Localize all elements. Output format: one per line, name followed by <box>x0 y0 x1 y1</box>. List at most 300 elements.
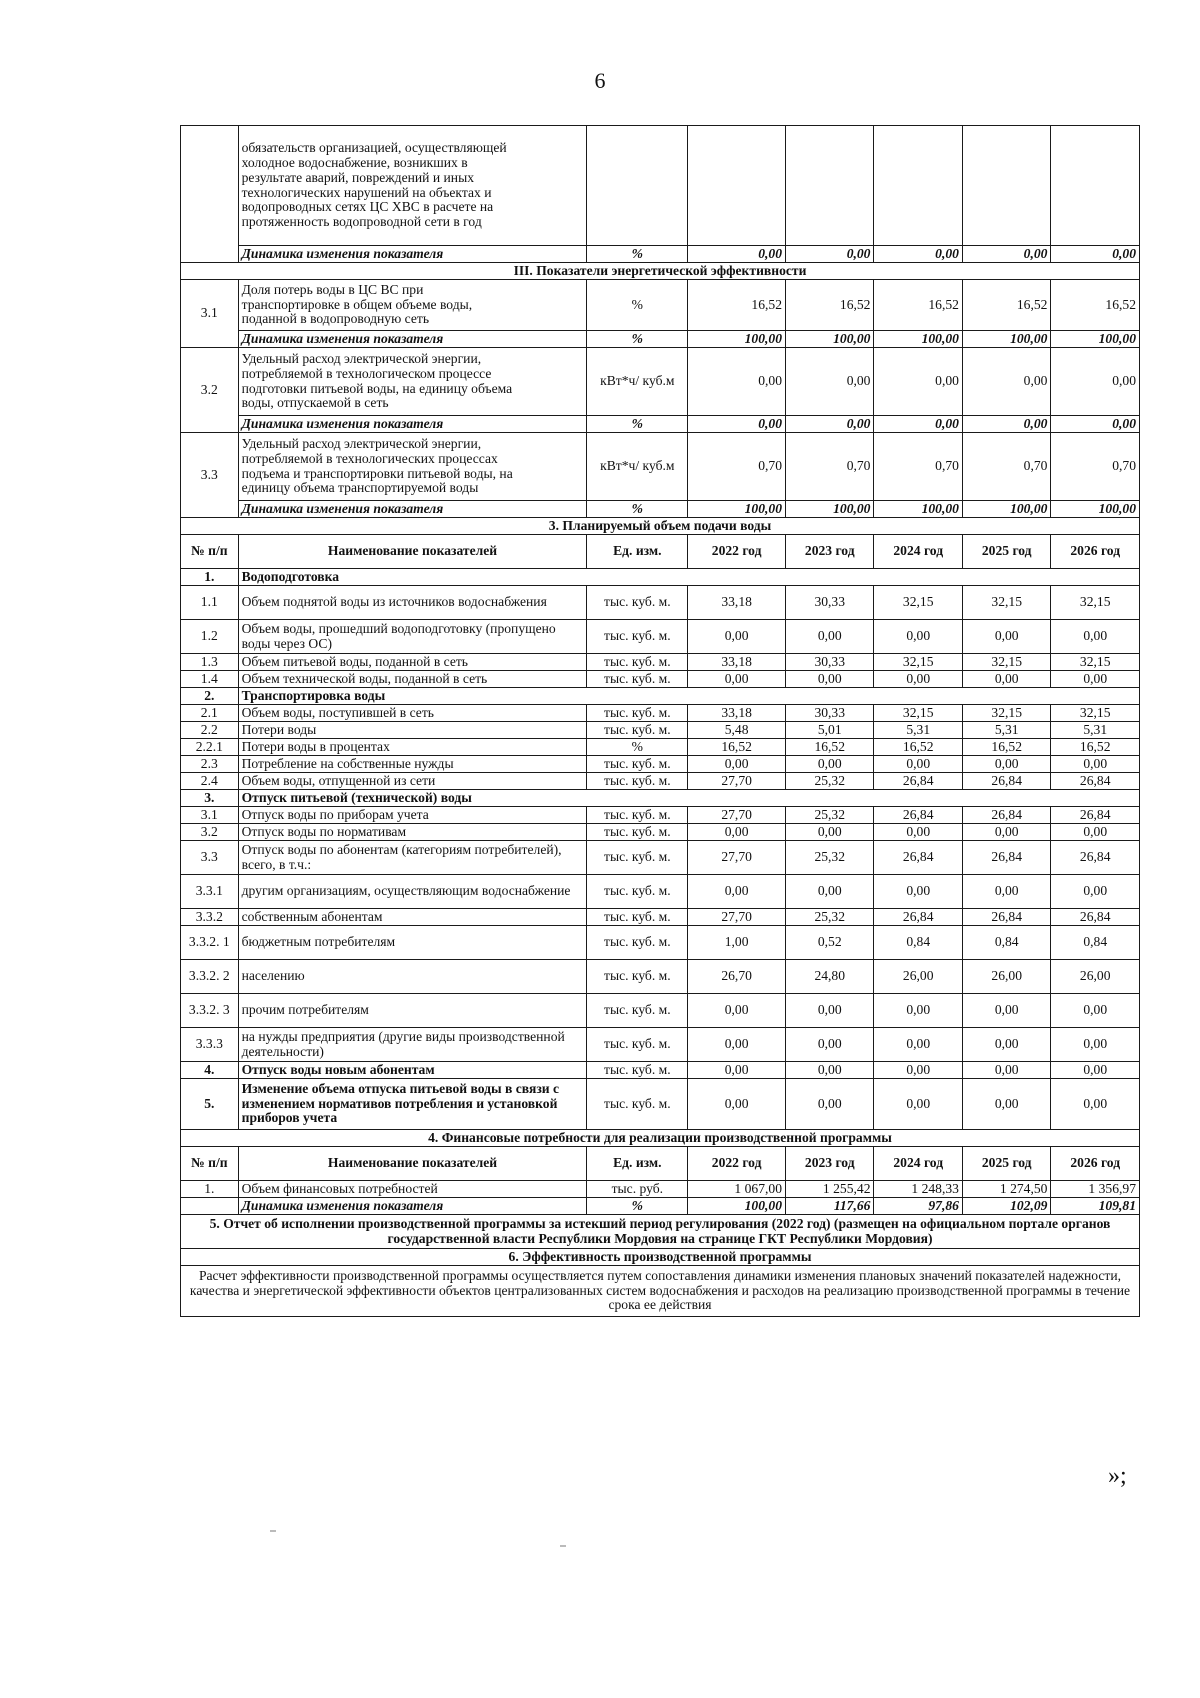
value-cell: 100,00 <box>874 501 962 518</box>
value-cell: 1 274,50 <box>962 1181 1050 1198</box>
value-cell: 0,00 <box>962 620 1050 654</box>
table-body <box>181 126 1140 1317</box>
empty-cell <box>1051 126 1140 246</box>
unit-cell: % <box>587 246 688 263</box>
value-cell: 0,00 <box>786 1079 874 1130</box>
number-cell: 2.4 <box>181 773 239 790</box>
value-cell: 0,00 <box>962 416 1050 433</box>
group-title: Транспортировка воды <box>238 688 1139 705</box>
value-cell: 0,00 <box>786 246 874 263</box>
empty-cell <box>874 126 962 246</box>
unit-cell: тыс. куб. м. <box>587 960 688 994</box>
indicator-name <box>238 433 587 501</box>
unit-cell: тыс. куб. м. <box>587 1079 688 1130</box>
value-cell: 26,70 <box>688 960 786 994</box>
value-cell: 0,00 <box>786 756 874 773</box>
indicator-name <box>238 348 587 416</box>
dynamics-row <box>181 331 1140 348</box>
value-cell: 0,00 <box>962 348 1050 416</box>
number-cell: 3.3.1 <box>181 875 239 909</box>
text-line: технологических нарушений на объектах и <box>241 184 492 200</box>
header-year: 2026 год <box>1051 535 1140 569</box>
value-cell: 25,32 <box>786 773 874 790</box>
header-name: Наименование показателей <box>238 535 587 569</box>
indicator-name: Отпуск воды по нормативам <box>238 824 587 841</box>
data-row <box>181 807 1140 824</box>
unit-cell: тыс. куб. м. <box>587 756 688 773</box>
number-cell: 2. <box>181 688 239 705</box>
header-row <box>181 1147 1140 1181</box>
value-cell: 97,86 <box>874 1198 962 1215</box>
unit-cell: % <box>587 416 688 433</box>
value-cell: 0,00 <box>962 756 1050 773</box>
indicator-name: Потери воды в процентах <box>238 739 587 756</box>
data-row <box>181 926 1140 960</box>
value-cell: 16,52 <box>874 739 962 756</box>
value-cell: 0,00 <box>874 620 962 654</box>
data-row <box>181 586 1140 620</box>
text-line: потребляемой в технологическом процессе <box>241 365 492 381</box>
value-cell: 26,00 <box>1051 960 1140 994</box>
number-cell: 1.3 <box>181 654 239 671</box>
unit-cell: тыс. куб. м. <box>587 671 688 688</box>
data-row <box>181 824 1140 841</box>
header-unit: Ед. изм. <box>587 1147 688 1181</box>
number-cell: 3.3 <box>181 841 239 875</box>
number-cell: 5. <box>181 1079 239 1130</box>
unit-cell: тыс. куб. м. <box>587 654 688 671</box>
indicator-name: Объем воды, отпущенной из сети <box>238 773 587 790</box>
value-cell: 5,31 <box>962 722 1050 739</box>
dynamics-row <box>181 246 1140 263</box>
value-cell: 0,00 <box>786 348 874 416</box>
value-cell: 16,52 <box>962 739 1050 756</box>
number-cell: 1.1 <box>181 586 239 620</box>
value-cell: 0,00 <box>786 416 874 433</box>
number-cell: 3.3.2 <box>181 909 239 926</box>
data-row <box>181 1079 1140 1130</box>
value-cell: 25,32 <box>786 909 874 926</box>
value-cell: 0,00 <box>786 1028 874 1062</box>
value-cell: 16,52 <box>962 280 1050 331</box>
number-cell: 3.3 <box>181 433 239 518</box>
value-cell: 30,33 <box>786 586 874 620</box>
value-cell: 100,00 <box>688 331 786 348</box>
value-cell: 109,81 <box>1051 1198 1140 1215</box>
value-cell: 26,84 <box>1051 773 1140 790</box>
indicator-name: другим организациям, осуществляющим водоснабжение <box>238 875 587 909</box>
value-cell: 0,00 <box>786 994 874 1028</box>
number-cell: 3. <box>181 790 239 807</box>
closing-quote-mark: »; <box>1108 1463 1127 1489</box>
value-cell: 100,00 <box>1051 331 1140 348</box>
indicator-row <box>181 433 1140 501</box>
section-title-row <box>181 263 1140 280</box>
value-cell: 117,66 <box>786 1198 874 1215</box>
report-title: 5. Отчет об исполнении производственной программы за истекший период регулирования (2022 год) (размещен на официальном портале органов государственной власти Республики Мордовия на странице ГКТ Республики Мордовия) <box>181 1215 1140 1249</box>
header-year: 2025 год <box>962 535 1050 569</box>
value-cell: 0,00 <box>1051 246 1140 263</box>
value-cell: 16,52 <box>874 280 962 331</box>
value-cell: 0,00 <box>1051 994 1140 1028</box>
indicator-name: Отпуск воды по абонентам (категориям потребителей), всего, в т.ч.: <box>238 841 587 875</box>
value-cell: 1 255,42 <box>786 1181 874 1198</box>
value-cell: 33,18 <box>688 654 786 671</box>
header-year: 2026 год <box>1051 1147 1140 1181</box>
header-year: 2022 год <box>688 535 786 569</box>
value-cell: 0,00 <box>962 824 1050 841</box>
efficiency-title: 6. Эффективность производственной программы <box>181 1249 1140 1266</box>
unit-cell: тыс. куб. м. <box>587 926 688 960</box>
data-row <box>181 909 1140 926</box>
unit-cell: тыс. руб. <box>587 1181 688 1198</box>
value-cell: 16,52 <box>688 280 786 331</box>
page-number: 6 <box>594 68 606 93</box>
value-cell: 102,09 <box>962 1198 1050 1215</box>
scan-speck <box>560 1545 566 1547</box>
text-line: холодное водоснабжение, возникших в <box>241 154 468 170</box>
text-line: воды, отпускаемой в сеть <box>241 395 389 411</box>
value-cell: 16,52 <box>688 739 786 756</box>
data-row <box>181 620 1140 654</box>
value-cell: 16,52 <box>786 280 874 331</box>
number-cell: 3.1 <box>181 280 239 348</box>
unit-cell: % <box>587 501 688 518</box>
program-table <box>180 125 1140 1317</box>
value-cell: 0,00 <box>786 875 874 909</box>
data-row <box>181 1028 1140 1062</box>
value-cell: 0,00 <box>1051 875 1140 909</box>
group-row <box>181 790 1140 807</box>
indicator-name <box>238 280 587 331</box>
value-cell: 0,00 <box>874 671 962 688</box>
value-cell: 100,00 <box>688 1198 786 1215</box>
text-line: поданной в водопроводную сеть <box>241 311 430 327</box>
value-cell: 26,00 <box>874 960 962 994</box>
indicator-name: Объем воды, прошедший водоподготовку (пропущено воды через ОС) <box>238 620 587 654</box>
header-year: 2025 год <box>962 1147 1050 1181</box>
number-cell: 2.2.1 <box>181 739 239 756</box>
unit-cell: тыс. куб. м. <box>587 807 688 824</box>
value-cell: 0,00 <box>962 875 1050 909</box>
dynamics-row <box>181 1198 1140 1215</box>
value-cell: 0,00 <box>874 348 962 416</box>
unit-cell: тыс. куб. м. <box>587 841 688 875</box>
value-cell: 32,15 <box>1051 654 1140 671</box>
value-cell: 27,70 <box>688 909 786 926</box>
section-title-row <box>181 518 1140 535</box>
text-row <box>181 1266 1140 1317</box>
unit-cell: тыс. куб. м. <box>587 994 688 1028</box>
header-name: Наименование показателей <box>238 1147 587 1181</box>
value-cell: 0,00 <box>688 1028 786 1062</box>
unit-cell: кВт*ч/ куб.м <box>587 433 688 501</box>
value-cell: 0,00 <box>1051 671 1140 688</box>
number-cell <box>181 126 239 263</box>
group-row <box>181 688 1140 705</box>
value-cell: 0,00 <box>786 671 874 688</box>
value-cell: 0,00 <box>688 348 786 416</box>
value-cell: 0,00 <box>1051 416 1140 433</box>
text-line: Доля потерь воды в ЦС ВС при <box>241 281 424 297</box>
value-cell: 0,00 <box>962 246 1050 263</box>
value-cell: 0,00 <box>688 620 786 654</box>
dynamics-row <box>181 416 1140 433</box>
value-cell: 0,00 <box>962 1079 1050 1130</box>
number-cell: 3.3.2. 1 <box>181 926 239 960</box>
value-cell: 0,00 <box>1051 1079 1140 1130</box>
value-cell: 32,15 <box>1051 586 1140 620</box>
dynamics-row <box>181 501 1140 518</box>
value-cell: 0,00 <box>688 246 786 263</box>
value-cell: 25,32 <box>786 807 874 824</box>
text-line: Удельный расход электрической энергии, <box>241 350 482 366</box>
value-cell: 0,84 <box>874 926 962 960</box>
indicator-name: на нужды предприятия (другие виды производственной деятельности) <box>238 1028 587 1062</box>
value-cell: 1 356,97 <box>1051 1181 1140 1198</box>
text-line: транспортировке в общем объеме воды, <box>241 296 473 312</box>
unit-cell: тыс. куб. м. <box>587 620 688 654</box>
number-cell: 1.2 <box>181 620 239 654</box>
value-cell: 0,52 <box>786 926 874 960</box>
indicator-name: Потери воды <box>238 722 587 739</box>
unit-cell: % <box>587 280 688 331</box>
unit-cell: % <box>587 739 688 756</box>
number-cell <box>181 1198 239 1215</box>
value-cell: 26,84 <box>874 909 962 926</box>
number-cell: 3.3.2. 3 <box>181 994 239 1028</box>
text-line: результате аварий, повреждений и иных <box>241 169 475 185</box>
value-cell: 0,70 <box>874 433 962 501</box>
value-cell: 0,00 <box>962 994 1050 1028</box>
number-cell: 1. <box>181 569 239 586</box>
value-cell: 0,70 <box>688 433 786 501</box>
value-cell: 0,00 <box>688 671 786 688</box>
value-cell: 0,00 <box>688 824 786 841</box>
value-cell: 100,00 <box>688 501 786 518</box>
value-cell: 0,00 <box>1051 620 1140 654</box>
value-cell: 0,00 <box>874 824 962 841</box>
value-cell: 0,00 <box>874 756 962 773</box>
value-cell: 32,15 <box>874 654 962 671</box>
section-title-row <box>181 1130 1140 1147</box>
value-cell: 26,84 <box>962 909 1050 926</box>
indicator-name: Потребление на собственные нужды <box>238 756 587 773</box>
number-cell: 2.2 <box>181 722 239 739</box>
text-line: Удельный расход электрической энергии, <box>241 435 482 451</box>
value-cell: 32,15 <box>874 705 962 722</box>
value-cell: 0,00 <box>688 875 786 909</box>
dynamics-label: Динамика изменения показателя <box>238 501 587 518</box>
data-row <box>181 756 1140 773</box>
data-row <box>181 671 1140 688</box>
empty-cell <box>962 126 1050 246</box>
value-cell: 0,00 <box>688 416 786 433</box>
value-cell: 0,00 <box>1051 756 1140 773</box>
number-cell: 3.1 <box>181 807 239 824</box>
unit-cell: % <box>587 1198 688 1215</box>
dynamics-label: Динамика изменения показателя <box>238 416 587 433</box>
unit-cell: тыс. куб. м. <box>587 773 688 790</box>
value-cell: 0,00 <box>874 416 962 433</box>
value-cell: 26,84 <box>874 841 962 875</box>
text-line: подготовки питьевой воды, на единицу объема <box>241 380 513 396</box>
data-row <box>181 705 1140 722</box>
value-cell: 0,00 <box>874 1062 962 1079</box>
group-row <box>181 569 1140 586</box>
header-year: 2023 год <box>786 535 874 569</box>
header-row <box>181 535 1140 569</box>
data-row <box>181 739 1140 756</box>
header-unit: Ед. изм. <box>587 535 688 569</box>
value-cell: 0,00 <box>1051 1028 1140 1062</box>
header-number: № п/п <box>181 1147 239 1181</box>
group-title: Отпуск питьевой (технической) воды <box>238 790 1139 807</box>
value-cell: 26,84 <box>874 807 962 824</box>
value-cell: 26,84 <box>874 773 962 790</box>
data-row <box>181 773 1140 790</box>
data-row <box>181 960 1140 994</box>
number-cell: 3.3.3 <box>181 1028 239 1062</box>
number-cell: 1.4 <box>181 671 239 688</box>
indicator-row <box>181 348 1140 416</box>
indicator-name: Изменение объема отпуска питьевой воды в связи с изменением нормативов потребления и установкой приборов учета <box>238 1079 587 1130</box>
value-cell: 26,84 <box>962 807 1050 824</box>
header-year: 2023 год <box>786 1147 874 1181</box>
value-cell: 0,00 <box>874 246 962 263</box>
value-cell: 24,80 <box>786 960 874 994</box>
indicator-name: Объем технической воды, поданной в сеть <box>238 671 587 688</box>
header-year: 2022 год <box>688 1147 786 1181</box>
value-cell: 1 067,00 <box>688 1181 786 1198</box>
value-cell: 27,70 <box>688 773 786 790</box>
value-cell: 0,00 <box>786 1062 874 1079</box>
dynamics-label: Динамика изменения показателя <box>238 246 587 263</box>
value-cell: 0,00 <box>962 671 1050 688</box>
value-cell: 25,32 <box>786 841 874 875</box>
efficiency-text: Расчет эффективности производственной программы осуществляется путем сопоставления динамики изменения плановых значений показателей надежности, качества и энергетической эффективности объектов централизованных систем водоснабжения и расходов на реализацию производственной программы в течение срока ее действия <box>181 1266 1140 1317</box>
value-cell: 26,84 <box>962 773 1050 790</box>
value-cell: 100,00 <box>786 331 874 348</box>
number-cell: 2.1 <box>181 705 239 722</box>
unit-cell: тыс. куб. м. <box>587 909 688 926</box>
data-row <box>181 841 1140 875</box>
value-cell: 32,15 <box>962 654 1050 671</box>
indicator-name: собственным абонентам <box>238 909 587 926</box>
empty-cell <box>786 126 874 246</box>
value-cell: 100,00 <box>874 331 962 348</box>
dynamics-label: Динамика изменения показателя <box>238 1198 587 1215</box>
indicator-name: прочим потребителям <box>238 994 587 1028</box>
continued-indicator-row <box>181 126 1140 246</box>
indicator-name <box>238 126 587 246</box>
value-cell: 0,00 <box>1051 824 1140 841</box>
unit-cell: тыс. куб. м. <box>587 1028 688 1062</box>
value-cell: 5,31 <box>1051 722 1140 739</box>
data-row <box>181 1062 1140 1079</box>
data-row <box>181 875 1140 909</box>
section-title-row <box>181 1215 1140 1249</box>
value-cell: 0,00 <box>874 875 962 909</box>
number-cell: 2.3 <box>181 756 239 773</box>
value-cell: 0,00 <box>874 994 962 1028</box>
unit-cell: тыс. куб. м. <box>587 705 688 722</box>
value-cell: 16,52 <box>786 739 874 756</box>
value-cell: 0,70 <box>1051 433 1140 501</box>
indicator-name: Объем питьевой воды, поданной в сеть <box>238 654 587 671</box>
value-cell: 0,00 <box>688 756 786 773</box>
value-cell: 26,84 <box>1051 807 1140 824</box>
value-cell: 1 248,33 <box>874 1181 962 1198</box>
unit-cell: кВт*ч/ куб.м <box>587 348 688 416</box>
dynamics-label: Динамика изменения показателя <box>238 331 587 348</box>
value-cell: 0,70 <box>786 433 874 501</box>
value-cell: 0,84 <box>1051 926 1140 960</box>
value-cell: 0,00 <box>688 1079 786 1130</box>
value-cell: 5,31 <box>874 722 962 739</box>
section-title: 4. Финансовые потребности для реализации производственной программы <box>181 1130 1140 1147</box>
value-cell: 32,15 <box>962 705 1050 722</box>
data-row <box>181 654 1140 671</box>
empty-cell <box>688 126 786 246</box>
indicator-name: бюджетным потребителям <box>238 926 587 960</box>
value-cell: 26,00 <box>962 960 1050 994</box>
value-cell: 33,18 <box>688 705 786 722</box>
value-cell: 16,52 <box>1051 280 1140 331</box>
value-cell: 27,70 <box>688 807 786 824</box>
number-cell: 3.2 <box>181 348 239 433</box>
value-cell: 0,00 <box>874 1028 962 1062</box>
unit-cell: % <box>587 331 688 348</box>
text-line: потребляемой в технологических процессах <box>241 450 498 466</box>
value-cell: 100,00 <box>962 331 1050 348</box>
data-row <box>181 994 1140 1028</box>
unit-cell: тыс. куб. м. <box>587 824 688 841</box>
value-cell: 5,01 <box>786 722 874 739</box>
number-cell: 3.3.2. 2 <box>181 960 239 994</box>
value-cell: 0,00 <box>1051 1062 1140 1079</box>
indicator-row <box>181 280 1140 331</box>
number-cell: 3.2 <box>181 824 239 841</box>
value-cell: 0,00 <box>962 1028 1050 1062</box>
indicator-name: Отпуск воды новым абонентам <box>238 1062 587 1079</box>
value-cell: 16,52 <box>1051 739 1140 756</box>
value-cell: 26,84 <box>1051 909 1140 926</box>
empty-cell <box>587 126 688 246</box>
value-cell: 32,15 <box>1051 705 1140 722</box>
section-title: III. Показатели энергетической эффективности <box>181 263 1140 280</box>
text-line: обязательств организацией, осуществляющей <box>241 139 507 155</box>
unit-cell: тыс. куб. м. <box>587 586 688 620</box>
header-year: 2024 год <box>874 1147 962 1181</box>
text-line: подъема и транспортировки питьевой воды, на <box>241 465 513 481</box>
value-cell: 26,84 <box>1051 841 1140 875</box>
value-cell: 100,00 <box>962 501 1050 518</box>
value-cell: 5,48 <box>688 722 786 739</box>
value-cell: 0,00 <box>786 620 874 654</box>
value-cell: 0,84 <box>962 926 1050 960</box>
value-cell: 0,70 <box>962 433 1050 501</box>
indicator-name: Объем воды, поступившей в сеть <box>238 705 587 722</box>
scan-speck <box>270 1530 276 1532</box>
section-title-row <box>181 1249 1140 1266</box>
text-line: протяженность водопроводной сети в год <box>241 214 482 230</box>
value-cell: 0,00 <box>962 1062 1050 1079</box>
header-number: № п/п <box>181 535 239 569</box>
indicator-name: Объем финансовых потребностей <box>238 1181 587 1198</box>
text-line: водопроводных сетях ЦС ХВС в расчете на <box>241 199 494 215</box>
value-cell: 1,00 <box>688 926 786 960</box>
